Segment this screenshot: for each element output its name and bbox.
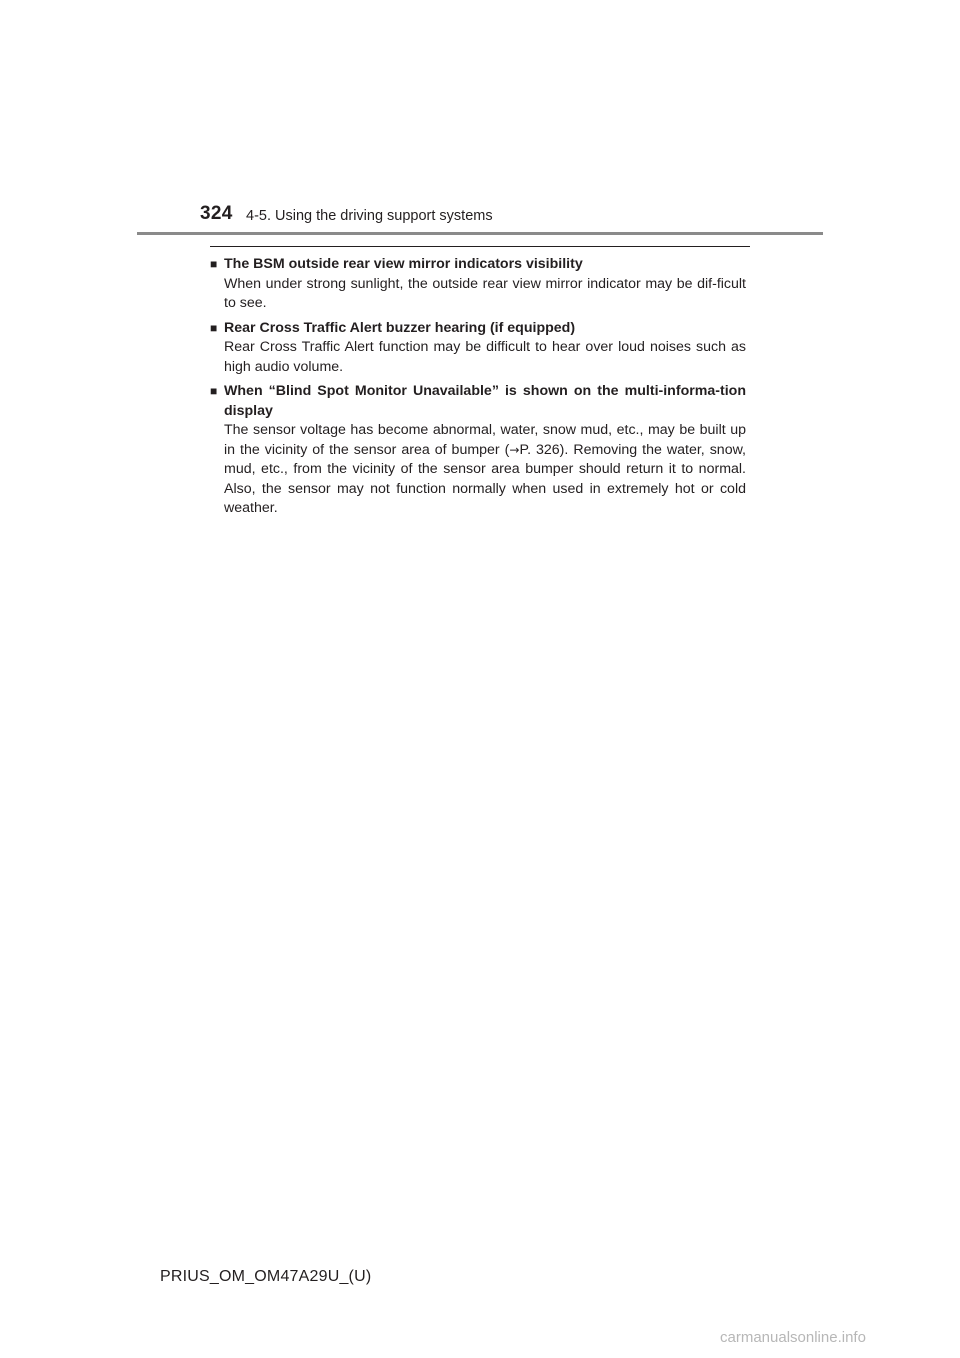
item-heading [210,382,746,421]
item-body-text-end: ). Removing the water, snow, mud, etc., from the vicinity of the sensor area bumper should return it to normal. Also, the sensor may not function normally when used in extremely hot or cold weather. [224,441,746,516]
item-heading-text: When “Blind Spot Monitor Unavailable” is shown on the multi-informa-tion display [224,383,746,419]
arrow-right-icon: → [509,442,520,457]
item-heading [210,255,746,275]
info-item-rcta-buzzer [210,319,746,378]
item-heading-text: Rear Cross Traffic Alert buzzer hearing (if equipped) [224,319,576,336]
item-body: Rear Cross Traffic Alert function may be difficult to hear over loud noises such as high audio volume. [224,339,746,375]
square-bullet-icon: ■ [210,257,218,271]
item-body: When under strong sunlight, the outside rear view mirror indicator may be dif-ficult to see. [224,275,746,311]
page-reference-link[interactable]: P. 326 [519,441,560,458]
content-body [210,255,746,524]
item-heading [210,319,746,339]
content-divider [210,246,750,247]
item-heading-text: The BSM outside rear view mirror indicators visibility [224,256,583,272]
page-header [0,0,960,240]
square-bullet-icon: ■ [210,384,218,398]
header-divider [137,232,823,235]
item-body-text-start: The sensor voltage has become abnormal, water, snow mud, etc., may be built up in the vicinity of the sensor area of bumper ( [224,422,746,458]
watermark: carmanualsonline.info [720,1329,866,1346]
info-item-bsm-unavailable [210,382,746,519]
square-bullet-icon: ■ [210,320,218,335]
item-body [224,421,746,519]
document-code: PRIUS_OM_OM47A29U_(U) [160,1268,372,1285]
page-number: 324 [200,203,233,224]
info-item-bsm-visibility [210,255,746,314]
section-title: 4-5. Using the driving support systems [246,208,493,224]
